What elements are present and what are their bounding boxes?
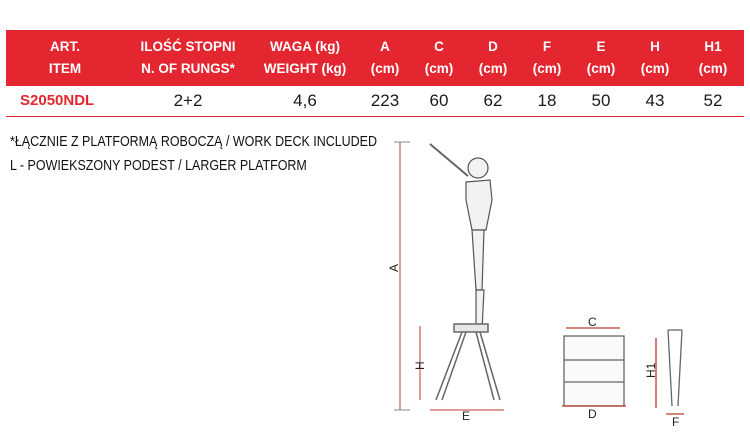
cell-weight: 4,6	[293, 90, 317, 110]
label-h: H	[413, 361, 427, 370]
header-a: A (cm)	[370, 39, 400, 76]
ladder-front-view	[562, 328, 626, 406]
spec-table-container	[6, 30, 744, 117]
label-d: D	[588, 407, 597, 421]
header-c: C (cm)	[424, 39, 454, 76]
ladder-diagram	[380, 130, 720, 430]
label-a: A	[387, 263, 401, 272]
header-h1: H1 (cm)	[698, 39, 728, 76]
cell-a: 223	[370, 90, 400, 110]
cell-h: 43	[645, 90, 665, 110]
header-art-item: ART. ITEM	[48, 39, 82, 76]
table-row	[6, 86, 744, 116]
worker-figure	[430, 144, 492, 330]
header-h: H (cm)	[640, 39, 670, 76]
header-weight: WAGA (kg) WEIGHT (kg)	[263, 39, 347, 76]
cell-h1: 52	[703, 90, 723, 110]
cell-d: 62	[483, 90, 503, 110]
cell-f: 18	[537, 90, 557, 110]
table-header-row	[6, 30, 744, 86]
dimension-a	[394, 142, 410, 410]
notes	[10, 130, 377, 178]
note-larger-platform: L - POWIEKSZONY PODEST / LARGER PLATFORM	[10, 158, 307, 174]
header-d: D (cm)	[478, 39, 508, 76]
header-f: F (cm)	[532, 39, 562, 76]
ladder-side-view	[656, 330, 684, 414]
cell-c: 60	[429, 90, 449, 110]
ladder-main	[436, 324, 500, 400]
spec-table	[6, 30, 744, 117]
note-work-deck: *ŁĄCZNIE Z PLATFORMĄ ROBOCZĄ / WORK DECK INCLUDED	[10, 134, 377, 150]
label-h1: H1	[644, 362, 658, 378]
label-e: E	[462, 409, 471, 423]
header-e: E (cm)	[586, 39, 616, 76]
label-c: C	[588, 315, 597, 329]
cell-e: 50	[591, 90, 611, 110]
cell-rungs: 2+2	[173, 90, 203, 110]
header-rungs: ILOŚĆ STOPNI N. OF RUNGS*	[140, 39, 236, 76]
cell-item: S2050NDL	[20, 92, 95, 110]
label-f: F	[672, 415, 680, 429]
